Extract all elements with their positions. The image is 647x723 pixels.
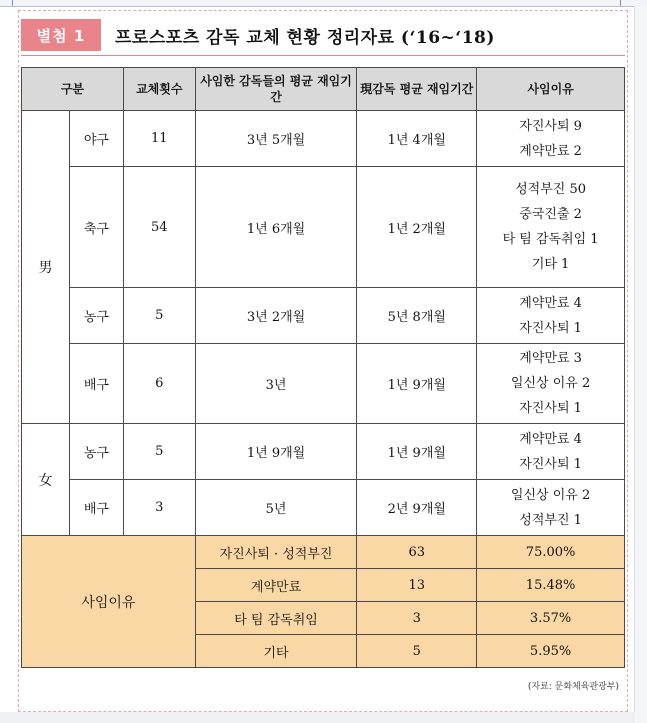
avg-current-cell: 2년 9개월 [357,480,477,536]
reason-line: 성적부진 1 [519,512,582,528]
reason-line: 계약만료 4 [519,431,582,447]
reason-cell [477,424,625,480]
reason-cell [477,288,625,344]
summary-percent: 15.48% [477,569,625,602]
reason-cell [477,480,625,536]
count-cell: 6 [123,344,195,424]
reason-line: 일신상 이유 2 [510,487,591,503]
reason-line: 자진사퇴 1 [519,456,582,472]
count-cell: 3 [123,480,195,536]
avg-current-cell: 1년 4개월 [357,111,477,167]
reason-cell [477,344,625,424]
table-row [22,167,625,288]
header-avg-resigned: 사임한 감독들의 평균 재임기간 [195,68,357,111]
group-male: 男 [22,111,70,424]
summary-row [22,536,625,569]
reason-line: 자진사퇴 9 [519,118,582,134]
summary-percent: 3.57% [477,602,625,635]
summary-reason: 자진사퇴 · 성적부진 [195,536,357,569]
reason-line: 자진사퇴 1 [519,320,582,336]
reason-line: 중국진출 2 [519,207,582,222]
editor-ruler [0,0,647,7]
sport-cell: 농구 [69,288,123,344]
source-note: (자료: 문화체육관광부) [527,682,619,692]
summary-percent: 5.95% [477,635,625,668]
next-page-gap [0,712,635,723]
sport-cell: 배구 [69,344,123,424]
vertical-scrollbar[interactable] [634,6,647,723]
reason-line: 타 팀 감독취임 1 [502,232,599,247]
document-page [18,10,628,712]
count-cell: 11 [123,111,195,167]
count-cell: 5 [123,424,195,480]
avg-resigned-cell: 1년 9개월 [195,424,357,480]
table-row [22,111,625,167]
avg-resigned-cell: 3년 5개월 [195,111,357,167]
reason-line: 계약만료 3 [519,351,582,366]
avg-current-cell: 1년 2개월 [357,167,477,288]
avg-resigned-cell: 5년 [195,480,357,536]
sport-cell: 농구 [69,424,123,480]
header-avg-current: 現감독 평균 재임기간 [357,68,477,111]
summary-count: 63 [357,536,477,569]
avg-resigned-cell: 3년 [195,344,357,424]
margin-marker-left[interactable] [6,0,13,6]
summary-percent: 75.00% [477,536,625,569]
sport-cell: 축구 [69,167,123,288]
header-reason: 사임이유 [477,68,625,111]
group-female: 女 [22,424,70,536]
table-row [22,480,625,536]
count-cell: 5 [123,288,195,344]
reason-line: 일신상 이유 2 [510,376,591,391]
reason-line: 기타 1 [531,257,570,272]
document-title: 프로스포츠 감독 교체 현황 정리자료 (‘16~‘18) [115,27,495,48]
sport-cell: 야구 [69,111,123,167]
table-row [22,344,625,424]
reason-line: 자진사퇴 1 [519,401,582,416]
margin-marker-right[interactable] [620,0,627,6]
summary-count: 3 [357,602,477,635]
reason-cell [477,167,625,288]
table-header-row [22,68,625,111]
summary-reason: 기타 [195,635,357,668]
count-cell: 54 [123,167,195,288]
table-row [22,424,625,480]
summary-reason: 계약만료 [195,569,357,602]
summary-count: 13 [357,569,477,602]
title-underline [21,55,625,56]
reason-line: 계약만료 2 [519,143,582,159]
summary-reason: 타 팀 감독취임 [195,602,357,635]
header-category: 구분 [22,68,124,111]
reason-cell [477,111,625,167]
summary-label: 사임이유 [22,536,196,668]
avg-current-cell: 5년 8개월 [357,288,477,344]
coach-change-table [21,67,625,668]
attachment-header [21,19,495,51]
sport-cell: 배구 [69,480,123,536]
reason-line: 계약만료 4 [519,295,582,311]
avg-resigned-cell: 1년 6개월 [195,167,357,288]
summary-count: 5 [357,635,477,668]
avg-current-cell: 1년 9개월 [357,344,477,424]
avg-resigned-cell: 3년 2개월 [195,288,357,344]
table-row [22,288,625,344]
header-count: 교체횟수 [123,68,195,111]
avg-current-cell: 1년 9개월 [357,424,477,480]
attachment-badge: 별첨 1 [21,19,101,51]
reason-line: 성적부진 50 [515,182,587,197]
